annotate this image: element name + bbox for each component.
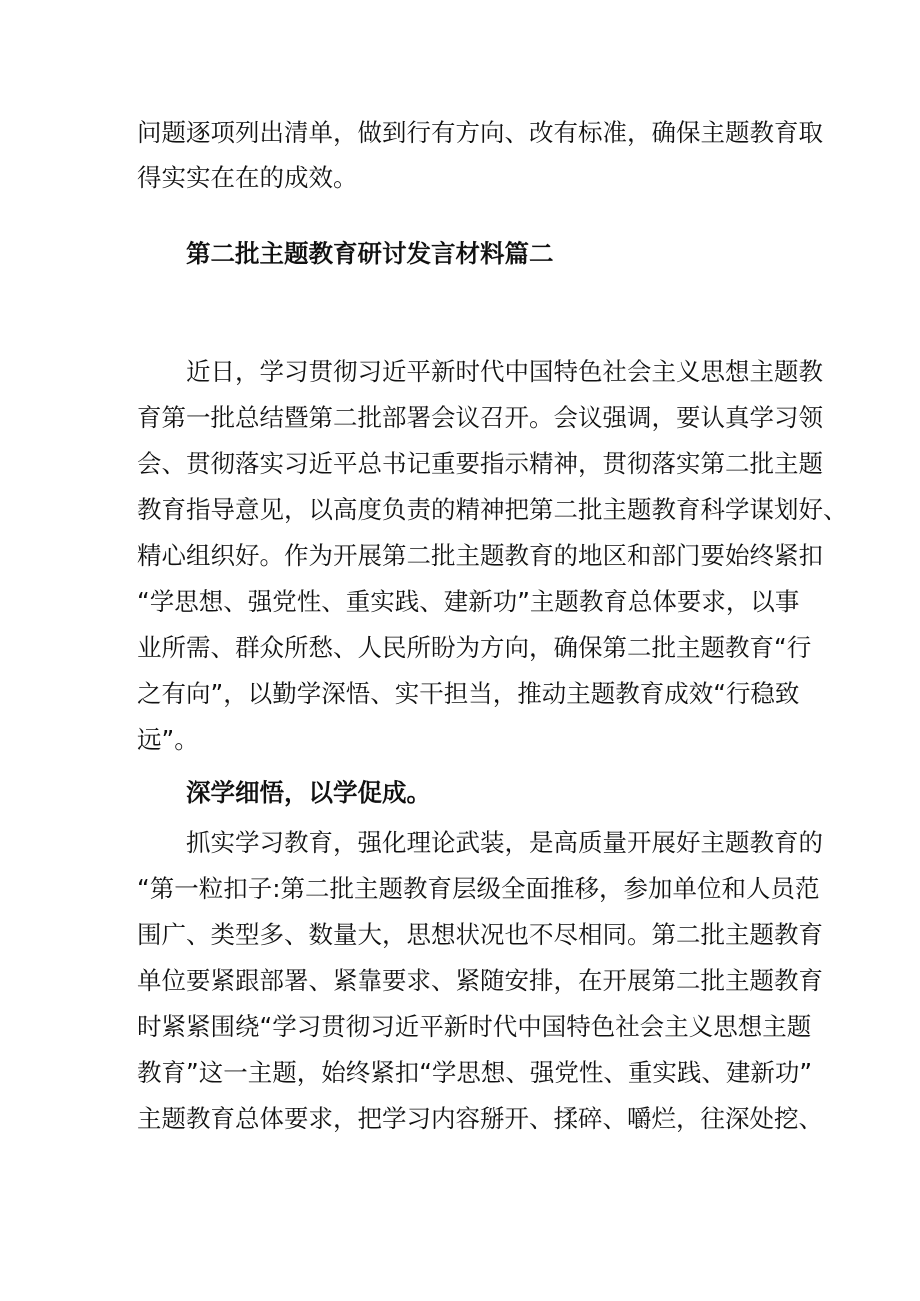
text-line: “学思想、强党性、重实践、建新功”主题教育总体要求，以事 [137, 587, 800, 616]
text-line: 之有向”，以勤学深悟、实干担当，推动主题教育成效“行稳致 [137, 679, 800, 708]
text-line: “第一粒扣子:第二批主题教育层级全面推移，参加单位和人员范 [137, 874, 820, 903]
text-line: 得实实在在的成效。 [137, 163, 358, 192]
text-line: 育第一批总结暨第二批部署会议召开。会议强调，要认真学习领 [137, 403, 823, 432]
text-line: 抓实学习教育，强化理论武装，是高质量开展好主题教育的 [186, 828, 823, 857]
text-line: 主题教育总体要求，把学习内容掰开、揉碎、嚼烂，往深处挖、 [137, 1104, 823, 1133]
text-line: 围广、类型多、数量大，思想状况也不尽相同。第二批主题教育 [137, 920, 823, 949]
text-line: 会、贯彻落实习近平总书记重要指示精神，贯彻落实第二批主题 [137, 449, 823, 478]
text-line: 时紧紧围绕“学习贯彻习近平新时代中国特色社会主义思想主题 [137, 1012, 812, 1041]
text-line: 问题逐项列出清单，做到行有方向、改有标准，确保主题教育取 [137, 118, 823, 147]
text-line: 业所需、群众所愁、人民所盼为方向，确保第二批主题教育“行 [137, 633, 812, 662]
text-line: 单位要紧跟部署、紧靠要求、紧随安排，在开展第二批主题教育 [137, 966, 823, 995]
text-line: 远”。 [137, 725, 199, 754]
text-line: 教育”这一主题，始终紧扣“学思想、强党性、重实践、建新功” [137, 1058, 813, 1087]
section-title: 第二批主题教育研讨发言材料篇二 [186, 239, 554, 268]
text-line: 教育指导意见，以高度负责的精神把第二批主题教育科学谋划好、 [137, 495, 848, 524]
text-line: 精心组织好。作为开展第二批主题教育的地区和部门要始终紧扣 [137, 541, 823, 570]
text-line: 近日，学习贯彻习近平新时代中国特色社会主义思想主题教 [186, 357, 823, 386]
subheading: 深学细悟，以学促成。 [186, 778, 431, 807]
